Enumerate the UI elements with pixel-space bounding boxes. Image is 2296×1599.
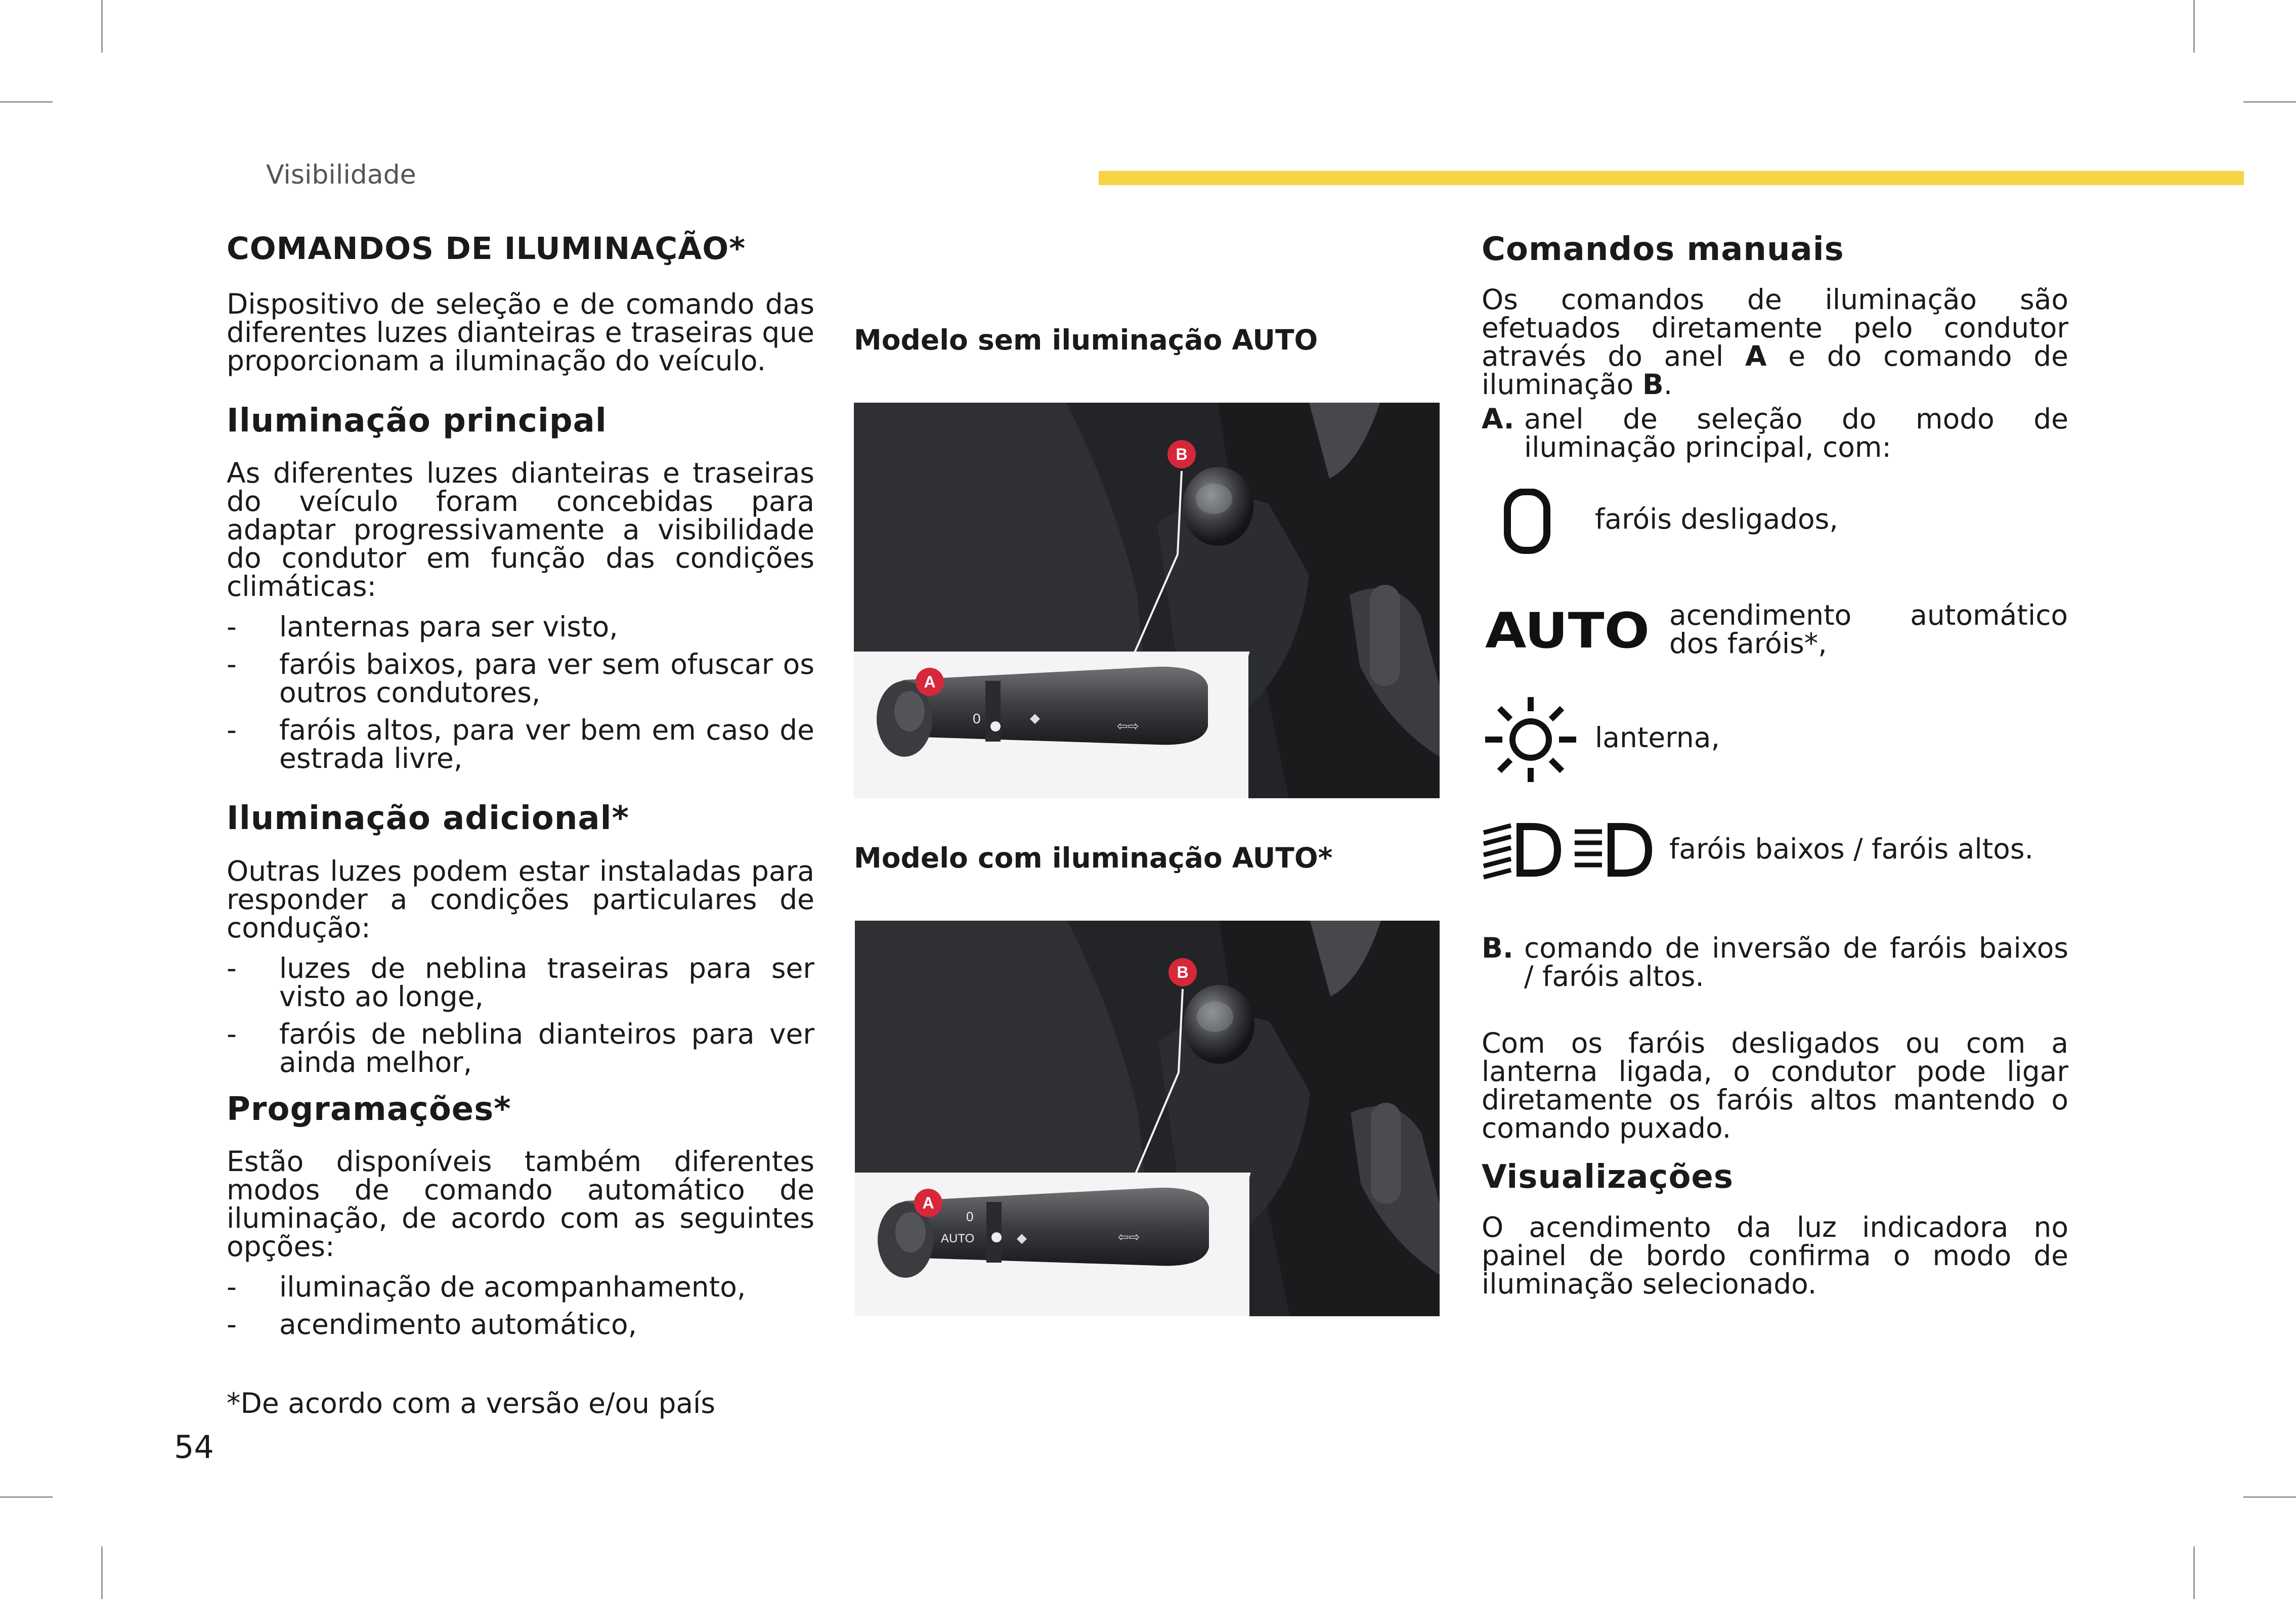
intro-paragraph: Dispositivo de seleção e de comando das diferentes luzes dianteiras e traseiras que proporcionam a iluminação do veículo.: [227, 288, 814, 377]
crop-mark: [0, 101, 53, 103]
display-text: O acendimento da luz indicadora no painel de bordo confirma o modo de iluminação selecionado.: [1482, 1211, 2068, 1301]
sidelight-icon: [1482, 694, 1578, 787]
list-item: - acendimento automático,: [227, 1308, 637, 1341]
svg-text:A: A: [924, 673, 936, 691]
caption-with-auto: Modelo com iluminação AUTO*: [854, 842, 1333, 874]
svg-text:AUTO: AUTO: [941, 1232, 975, 1245]
list-item: - luzes de neblina traseiras para ser visto ao longe,: [227, 952, 814, 1013]
crop-mark: [0, 1496, 53, 1498]
accent-bar: [1099, 171, 2244, 185]
svg-text:0: 0: [966, 1209, 974, 1224]
additional-lighting-text: Outras luzes podem estar instaladas para responder a condições particulares de condução:: [227, 854, 814, 944]
mode-text-sidelight: lanterna,: [1595, 721, 1720, 754]
item-a: A. anel de seleção do modo de iluminação principal, com:: [1482, 403, 2068, 464]
crop-mark: [101, 0, 103, 53]
item-letter: A.: [1482, 403, 1514, 436]
crop-mark: [2243, 1496, 2296, 1498]
low-high-beam-icon: [1482, 820, 1654, 883]
stalk-photo-with-auto: [855, 921, 1440, 1316]
heading-manual-controls: Comandos manuais: [1482, 231, 1844, 268]
heading-display: Visualizações: [1482, 1158, 1734, 1196]
svg-text:0: 0: [973, 711, 981, 726]
list-item: - faróis de neblina dianteiros para ver ainda melhor,: [227, 1017, 814, 1078]
heading-programs: Programações*: [227, 1090, 511, 1128]
manual-controls-paragraph: Com os faróis desligados ou com a lanterna ligada, o condutor pode ligar diretamente os faróis altos mantendo o comando puxado.: [1482, 1027, 2068, 1144]
crop-mark: [2193, 0, 2195, 53]
svg-text:⇦⇨: ⇦⇨: [1117, 718, 1139, 733]
auto-icon: [1485, 608, 1652, 656]
crop-mark: [2193, 1546, 2195, 1599]
zero-icon: [1500, 489, 1561, 556]
svg-text:A: A: [922, 1194, 934, 1212]
right-column: [1482, 231, 2068, 464]
caption-without-auto: Modelo sem iluminação AUTO: [854, 324, 1318, 356]
list-item: - iluminação de acompanhamento,: [227, 1271, 746, 1304]
additional-lighting-list: [227, 954, 814, 1076]
list-item: - faróis baixos, para ver sem ofuscar os outros condutores,: [227, 648, 814, 709]
heading-additional-lighting: Iluminação adicional*: [227, 800, 629, 838]
svg-text:◆: ◆: [1030, 711, 1040, 726]
stalk-photo-without-auto: [854, 403, 1440, 798]
right-column-lower: [1482, 934, 2068, 1310]
item-b: B. comando de inversão de faróis baixos / faróis altos.: [1482, 932, 2068, 992]
crop-mark: [2243, 101, 2296, 103]
footnote: *De acordo com a versão e/ou país: [227, 1387, 715, 1419]
crop-mark: [101, 1546, 103, 1599]
main-lighting-list: [227, 611, 814, 775]
mode-text-off: faróis desligados,: [1595, 503, 1838, 535]
programs-list: [227, 1271, 814, 1341]
left-column: [227, 232, 814, 1349]
mode-text-beams: faróis baixos / faróis altos.: [1669, 833, 2033, 865]
svg-text:B: B: [1177, 963, 1189, 981]
page-number: 54: [174, 1429, 214, 1465]
section-label: Visibilidade: [266, 160, 416, 190]
list-item: - faróis altos, para ver bem em caso de estrada livre,: [227, 714, 814, 775]
programs-text: Estão disponíveis também diferentes modos de comando automático de iluminação, de acordo com as seguintes opções:: [227, 1145, 814, 1263]
svg-text:B: B: [1176, 445, 1188, 463]
svg-text:⇦⇨: ⇦⇨: [1118, 1229, 1140, 1244]
mode-text-auto: acendimento automático dos faróis*,: [1669, 599, 2068, 660]
list-item: - lanternas para ser visto,: [227, 611, 618, 643]
item-letter: B.: [1482, 932, 1513, 964]
svg-text:◆: ◆: [1017, 1231, 1027, 1246]
main-lighting-text: As diferentes luzes dianteiras e traseiras do veículo foram concebidas para adaptar progressivamente a visibilidade do condutor em função das condições climáticas:: [227, 457, 814, 603]
page-title: COMANDOS DE ILUMINAÇÃO*: [227, 231, 746, 267]
heading-main-lighting: Iluminação principal: [227, 402, 607, 440]
svg-text:AUTO: AUTO: [1485, 608, 1650, 654]
manual-controls-intro: Os comandos de iluminação são efetuados diretamente pelo condutor através do anel A e do comando de iluminação B.: [1482, 283, 2068, 401]
